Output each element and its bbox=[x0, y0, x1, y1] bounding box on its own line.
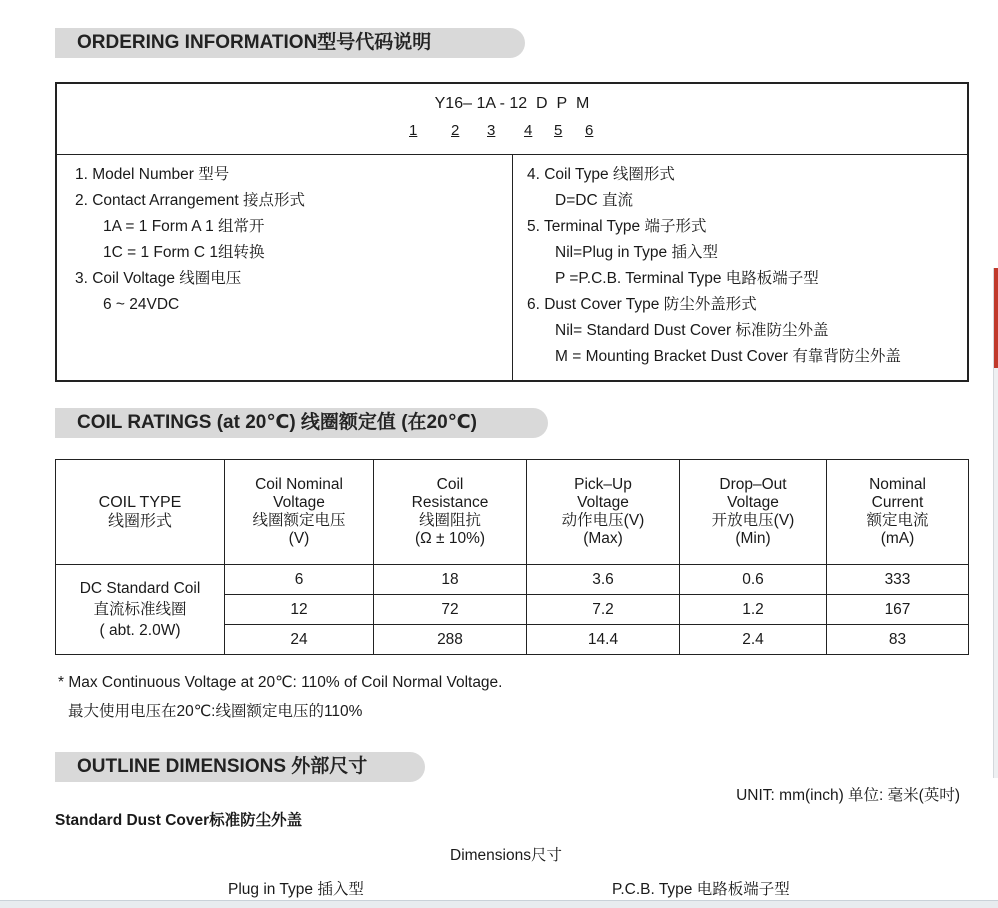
ordering-line: 3. Coil Voltage 线圈电压 bbox=[75, 270, 242, 287]
header-line: (Max) bbox=[583, 530, 623, 547]
header-line: Drop–Out bbox=[719, 476, 787, 493]
header-coil-resistance bbox=[374, 460, 527, 565]
header-line: Voltage bbox=[577, 494, 629, 511]
header-nominal-voltage bbox=[225, 460, 374, 565]
header-line: (Ω ± 10%) bbox=[414, 530, 486, 547]
table-cell: 14.4 bbox=[527, 625, 680, 655]
code-part: D bbox=[536, 95, 548, 112]
ordering-line: 6 ~ 24VDC bbox=[103, 296, 180, 313]
code-part: M bbox=[576, 95, 590, 112]
code-digit: 3 bbox=[487, 122, 496, 139]
header-line: 开放电压(V) bbox=[711, 512, 795, 529]
ordering-info-box bbox=[55, 82, 969, 382]
ordering-line: 4. Coil Type 线圈形式 bbox=[527, 166, 675, 183]
model-code-area bbox=[57, 84, 967, 155]
code-digit: 5 bbox=[554, 122, 563, 139]
header-line: Voltage bbox=[273, 494, 325, 511]
table-cell: 288 bbox=[374, 625, 527, 655]
header-line: 线圈阻抗 bbox=[418, 512, 481, 529]
coil-type-cell bbox=[56, 565, 225, 655]
coil-type-line: ( abt. 2.0W) bbox=[99, 622, 181, 639]
scrollbar-thumb[interactable] bbox=[994, 268, 998, 368]
dimensions-label: Dimensions尺寸 bbox=[450, 847, 562, 864]
code-digit: 2 bbox=[451, 122, 460, 139]
header-line: (V) bbox=[288, 530, 310, 547]
code-part: P bbox=[556, 95, 568, 112]
header-line: Coil Nominal bbox=[255, 476, 343, 493]
table-cell: 3.6 bbox=[527, 565, 680, 595]
ordering-line: 6. Dust Cover Type 防尘外盖形式 bbox=[527, 296, 757, 313]
header-line: 线圈额定电压 bbox=[252, 512, 346, 529]
header-line: COIL TYPE bbox=[98, 494, 182, 511]
ordering-line: 5. Terminal Type 端子形式 bbox=[527, 218, 707, 235]
header-line: 额定电流 bbox=[866, 512, 929, 529]
pcb-type-label: P.C.B. Type 电路板端子型 bbox=[612, 881, 790, 898]
table-row bbox=[56, 565, 969, 595]
ordering-line: M = Mounting Bracket Dust Cover 有靠背防尘外盖 bbox=[555, 348, 901, 365]
max-voltage-note-en: * Max Continuous Voltage at 20℃: 110% of Coil Normal Voltage. bbox=[58, 674, 503, 691]
ordering-info-title: ORDERING INFORMATION型号代码说明 bbox=[55, 28, 525, 58]
code-part: Y16– 1A - 12 bbox=[434, 95, 528, 112]
ordering-line: 1C = 1 Form C 1组转换 bbox=[103, 244, 265, 261]
code-digit: 1 bbox=[409, 122, 418, 139]
ordering-line: Nil=Plug in Type 插入型 bbox=[555, 244, 718, 261]
header-line: Pick–Up bbox=[574, 476, 632, 493]
ordering-line: P =P.C.B. Terminal Type 电路板端子型 bbox=[555, 270, 819, 287]
header-nominal-current bbox=[827, 460, 969, 565]
header-line: (Min) bbox=[735, 530, 771, 547]
header-line: Coil bbox=[436, 476, 464, 493]
header-line: 线圈形式 bbox=[107, 513, 172, 530]
header-line: Current bbox=[871, 494, 924, 511]
model-code bbox=[57, 95, 967, 113]
table-cell: 24 bbox=[225, 625, 374, 655]
scrollbar[interactable] bbox=[993, 268, 998, 778]
table-cell: 6 bbox=[225, 565, 374, 595]
ordering-line: D=DC 直流 bbox=[555, 192, 633, 209]
header-coil-type bbox=[56, 460, 225, 565]
coil-type-line: DC Standard Coil bbox=[79, 580, 201, 597]
table-cell: 72 bbox=[374, 595, 527, 625]
coil-ratings-table bbox=[55, 459, 969, 655]
table-cell: 167 bbox=[827, 595, 969, 625]
outline-subtitle: Standard Dust Cover标准防尘外盖 bbox=[55, 812, 303, 829]
ordering-right-column bbox=[513, 154, 967, 380]
table-cell: 18 bbox=[374, 565, 527, 595]
coil-ratings-title: COIL RATINGS (at 20℃) 线圈额定值 (在20℃) bbox=[55, 408, 548, 438]
ordering-line: 2. Contact Arrangement 接点形式 bbox=[75, 192, 306, 209]
header-line: 动作电压(V) bbox=[561, 512, 645, 529]
table-cell: 0.6 bbox=[680, 565, 827, 595]
table-cell: 12 bbox=[225, 595, 374, 625]
unit-label: UNIT: mm(inch) 单位: 毫米(英吋) bbox=[736, 787, 960, 804]
table-cell: 1.2 bbox=[680, 595, 827, 625]
ordering-line: 1A = 1 Form A 1 组常开 bbox=[103, 218, 265, 235]
ordering-line: Nil= Standard Dust Cover 标准防尘外盖 bbox=[555, 322, 829, 339]
code-digit: 4 bbox=[524, 122, 533, 139]
code-digit: 6 bbox=[585, 122, 594, 139]
max-voltage-note-cn: 最大使用电压在20℃:线圈额定电压的110% bbox=[68, 703, 363, 720]
table-header-row bbox=[56, 460, 969, 565]
header-line: Nominal bbox=[869, 476, 926, 493]
table-cell: 333 bbox=[827, 565, 969, 595]
header-line: Resistance bbox=[411, 494, 489, 511]
ordering-line: 1. Model Number 型号 bbox=[75, 166, 230, 183]
header-pickup-voltage bbox=[527, 460, 680, 565]
plug-in-type-label: Plug in Type 插入型 bbox=[228, 881, 364, 898]
header-dropout-voltage bbox=[680, 460, 827, 565]
coil-type-line: 直流标准线圈 bbox=[93, 601, 187, 618]
outline-dimensions-title: OUTLINE DIMENSIONS 外部尺寸 bbox=[55, 752, 425, 782]
header-line: (mA) bbox=[880, 530, 915, 547]
table-cell: 2.4 bbox=[680, 625, 827, 655]
table-cell: 7.2 bbox=[527, 595, 680, 625]
table-cell: 83 bbox=[827, 625, 969, 655]
ordering-left-column bbox=[57, 154, 513, 380]
header-line: Voltage bbox=[727, 494, 779, 511]
